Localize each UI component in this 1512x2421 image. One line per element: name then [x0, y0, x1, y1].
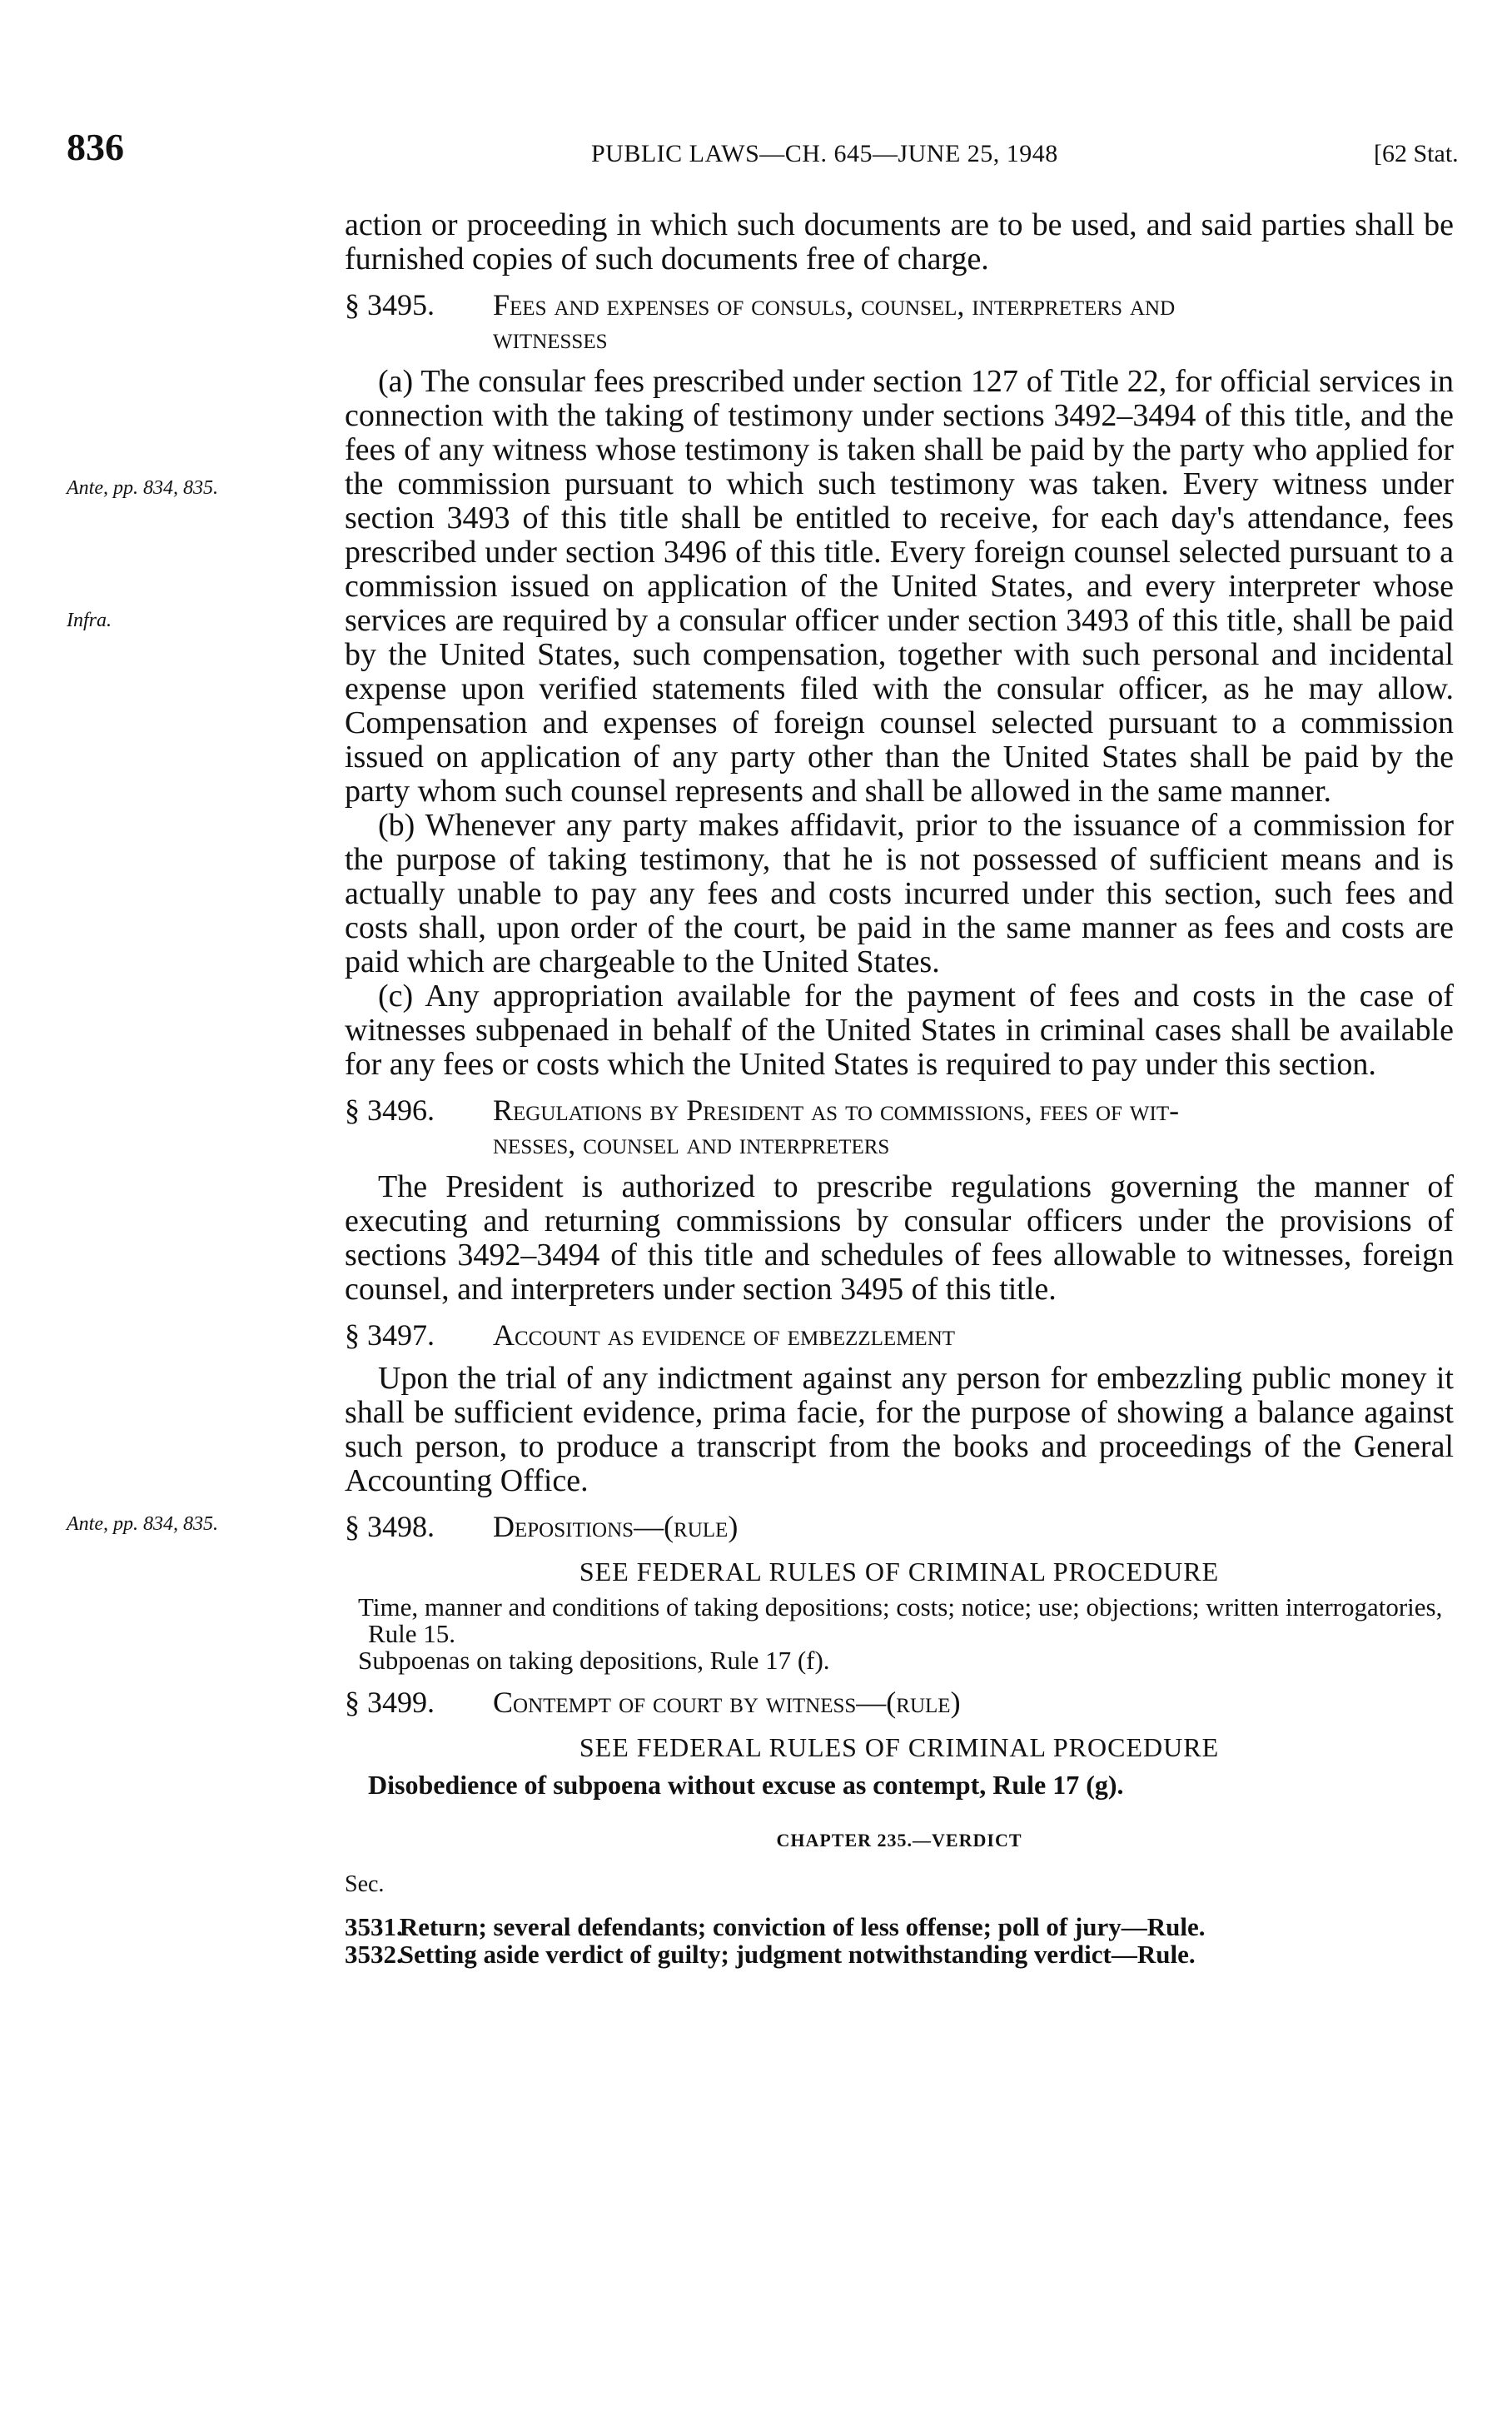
section-heading-3497	[345, 1318, 1454, 1352]
chapter-heading: CHAPTER 235.—VERDICT	[776, 1830, 1022, 1851]
statute-reference: [62 Stat.	[1374, 140, 1459, 167]
toc-item-text: Return; several defendants; conviction of less offense; poll of jury—Rule.	[399, 1912, 1206, 1941]
section-caption: Account as evidence of embezzlement	[493, 1318, 956, 1352]
section-caption: Regulations by President as to commissions, fees of wit-	[493, 1093, 1180, 1127]
margin-note: Infra.	[67, 610, 112, 631]
section-caption-continued: witnesses	[493, 321, 608, 355]
paragraph-3497: Upon the trial of any indictment against any person for embezzling public money it shall be sufficient evidence, prima facie, for the purpose of showing a balance against such person, to produce a transcript from the books and proceedings of the General Accounting Office.	[345, 1361, 1454, 1498]
paragraph-3495-b: (b) Whenever any party makes affidavit, prior to the issuance of a commission for the purpose of taking testimony, that he is not possessed of sufficient means and is actually unable to pay any fees and costs incurred under this section, such fees and costs shall, upon order of the court, be paid in the same manner as fees and costs are paid which are chargeable to the United States.	[345, 808, 1454, 979]
section-heading-3498	[345, 1510, 1454, 1543]
section-caption: Depositions—(rule)	[493, 1510, 739, 1543]
rule-note: Disobedience of subpoena without excuse as contempt, Rule 17 (g).	[368, 1770, 1124, 1800]
paragraph-3495-c: (c) Any appropriation available for the payment of fees and costs in the case of witnesses subpenaed in behalf of the United States in criminal cases shall be available for any fees or costs which the United States is required to pay under this section.	[345, 979, 1454, 1082]
continuation-paragraph: action or proceeding in which such documents are to be used, and said parties shall be furnished copies of such documents free of charge.	[345, 207, 1454, 276]
toc-item	[345, 1940, 1454, 1968]
toc-item-number: 3532.	[345, 1940, 403, 1969]
section-number: § 3495.	[345, 288, 435, 321]
toc-item-text: Setting aside verdict of guilty; judgment notwithstanding verdict—Rule.	[399, 1940, 1196, 1969]
section-number: § 3498.	[345, 1510, 435, 1543]
see-rules-heading: SEE FEDERAL RULES OF CRIMINAL PROCEDURE	[579, 1732, 1220, 1762]
rule-note: Time, manner and conditions of taking depositions; costs; notice; use; objections; written interrogatories, Rule 15.	[358, 1592, 1443, 1648]
section-caption: Contempt of court by witness—(rule)	[493, 1686, 961, 1719]
paragraph-3496: The President is authorized to prescribe regulations governing the manner of executing and returning commissions by consular officers under the provisions of sections 3492–3494 of this title and schedules of fees allowable to witnesses, foreign counsel, and interpreters under section 3495 of this title.	[345, 1169, 1454, 1307]
section-heading-3496	[345, 1093, 1454, 1160]
section-number: § 3496.	[345, 1093, 435, 1127]
rule-note: Subpoenas on taking depositions, Rule 17 (f).	[358, 1646, 830, 1675]
margin-note: Ante, pp. 834, 835.	[67, 477, 218, 499]
running-head: PUBLIC LAWS—CH. 645—JUNE 25, 1948	[591, 140, 1058, 167]
section-heading-3495	[345, 288, 1454, 355]
section-caption-continued: nesses, counsel and interpreters	[493, 1127, 890, 1160]
section-number: § 3497.	[345, 1318, 435, 1352]
margin-note: Ante, pp. 834, 835.	[67, 1513, 218, 1535]
section-number: § 3499.	[345, 1686, 435, 1719]
page-number: 836	[67, 126, 124, 168]
main-text-column	[345, 208, 1454, 1968]
toc-item-number: 3531.	[345, 1912, 403, 1941]
section-caption: Fees and expenses of consuls, counsel, interpreters and	[493, 288, 1176, 321]
paragraph-3495-a: (a) The consular fees prescribed under section 127 of Title 22, for official services in connection with the taking of testimony under sections 3492–3494 of this title, and the fees of any witness whose testimony is taken shall be paid by the party who applied for the commission pursuant to which such testimony was taken. Every witness under section 3493 of this title shall be entitled to receive, for each day's attendance, fees prescribed under section 3496 of this title. Every foreign counsel selected pursuant to a commission issued on application of the United States, and every interpreter whose services are required by a consular officer under section 3493 of this title, shall be paid by the United States, such compensation, together with such personal and incidental expense upon verified statements filed with the consular officer, as he may allow. Compensation and expenses of foreign counsel selected pursuant to a commission issued on application of any party other than the United States shall be paid by the party whom such counsel represents and shall be allowed in the same manner.	[345, 364, 1454, 809]
see-rules-heading: SEE FEDERAL RULES OF CRIMINAL PROCEDURE	[579, 1557, 1220, 1587]
sec-label: Sec.	[345, 1871, 385, 1897]
section-heading-3499	[345, 1686, 1454, 1719]
toc-item	[345, 1913, 1454, 1940]
